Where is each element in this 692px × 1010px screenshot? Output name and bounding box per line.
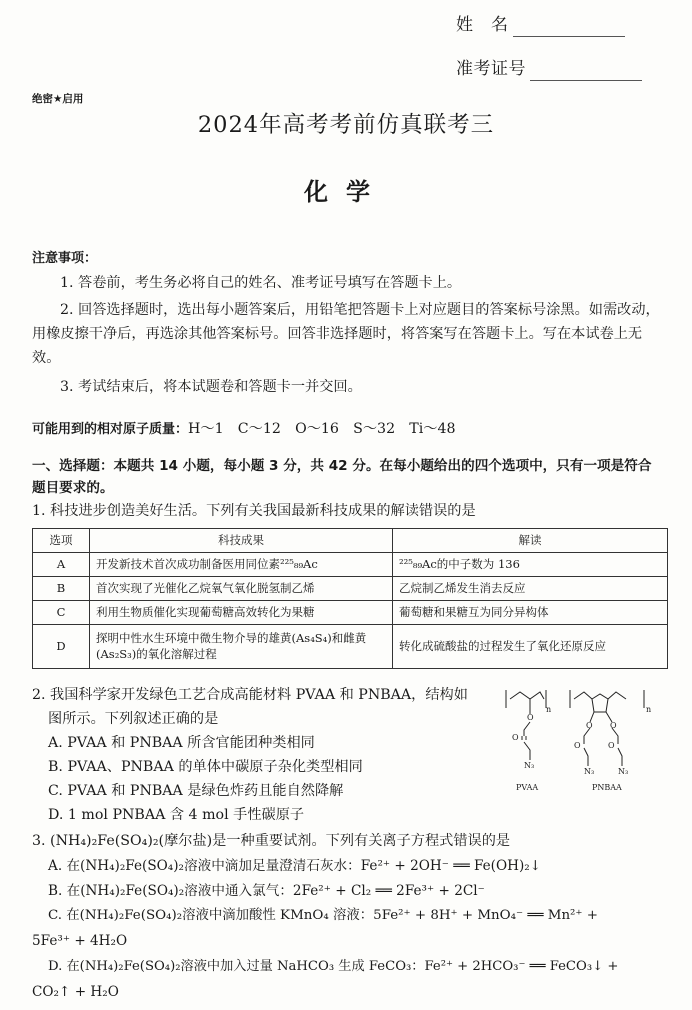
q3-option-c-line2: 5Fe³⁺ + 4H₂O (32, 933, 128, 949)
q2-stem-line1: 2. 我国科学家开发绿色工艺合成高能材料 PVAA 和 PNBAA，结构如 (32, 687, 468, 703)
polymer-structures (500, 686, 670, 796)
q2-option-a: A. PVAA 和 PNBAA 所含官能团种类相同 (48, 735, 315, 751)
pvaa-label: PVAA (516, 783, 539, 792)
row-option: C (33, 600, 90, 624)
pnbaa-label: PNBAA (592, 783, 622, 792)
table-row (33, 576, 668, 600)
pnbaa-oxygen-ester-2: O (610, 721, 617, 730)
q3-option-c-line1: C. 在(NH₄)₂Fe(SO₄)₂溶液中滴加酸性 KMnO₄ 溶液：5Fe²⁺ + 8H⁺ + MnO₄⁻ ══ Mn²⁺ + (48, 908, 598, 923)
exam-id-label: 准考证号 (456, 59, 526, 79)
exam-id-field (456, 58, 642, 81)
pvaa-azide: N₃ (524, 761, 535, 770)
pnbaa-oxygen-ester-1: O (586, 721, 593, 730)
atomic-mass-values: H～1 C～12 O～16 S～32 Ti～48 (188, 421, 456, 437)
note-item-2: 2. 回答选择题时，选出每小题答案后，用铅笔把答题卡上对应题目的答案标号涂黑。如需改动，用橡皮擦干净后，再选涂其他答案标号。回答非选择题时，将答案写在答题卡上。写在本试卷上无效。 (32, 302, 660, 366)
row-interpretation: 转化成硫酸盐的过程发生了氧化还原反应 (393, 624, 668, 668)
q2-option-b: B. PVAA、PNBAA 的单体中碳原子杂化类型相同 (48, 759, 363, 775)
row-interpretation: 葡萄糖和果糖互为同分异构体 (393, 600, 668, 624)
notes-heading: 注意事项： (32, 251, 98, 266)
row-achievement: 利用生物质催化实现葡萄糖高效转化为果糖 (90, 600, 393, 624)
pvaa-oxygen-ester: O (527, 713, 534, 722)
header-option: 选项 (33, 529, 90, 553)
table-header-row (33, 529, 668, 553)
q3-option-d-line2: CO₂↑ + H₂O (32, 984, 119, 1000)
q1-table (32, 528, 668, 669)
pnbaa-azide-2: N₃ (618, 767, 629, 776)
subject-title: 化学 (304, 178, 388, 206)
pnbaa-oxygen-carbonyl-1: O (574, 741, 581, 750)
row-option: D (33, 624, 90, 668)
atomic-mass-label: 可能用到的相对原子质量： (32, 422, 189, 437)
row-option: B (33, 576, 90, 600)
note-item-1: 1. 答卷前，考生务必将自己的姓名、准考证号填写在答题卡上。 (60, 275, 462, 291)
q2-stem-line2: 图所示。下列叙述正确的是 (48, 711, 219, 727)
q3-option-b: B. 在(NH₄)₂Fe(SO₄)₂溶液中通入氯气：2Fe²⁺ + Cl₂ ══ 2Fe³⁺ + 2Cl⁻ (48, 883, 485, 899)
q2-option-d: D. 1 mol PNBAA 含 4 mol 手性碳原子 (48, 807, 305, 823)
row-option: A (33, 552, 90, 576)
name-label: 姓 名 (456, 15, 509, 35)
row-achievement: 探明中性水生环境中微生物介导的雄黄(As₄S₄)和雌黄(As₂S₃)的氧化溶解过程 (90, 624, 393, 668)
table-row (33, 600, 668, 624)
pnbaa-oxygen-carbonyl-2: O (608, 741, 615, 750)
q3-option-a: A. 在(NH₄)₂Fe(SO₄)₂溶液中滴加足量澄清石灰水：Fe²⁺ + 2OH⁻ ══ Fe(OH)₂↓ (48, 858, 542, 874)
q3-option-d-line1: D. 在(NH₄)₂Fe(SO₄)₂溶液中加入过量 NaHCO₃ 生成 FeCO₃：Fe²⁺ + 2HCO₃⁻ ══ FeCO₃↓ + (48, 959, 619, 974)
exam-title: 2024年高考考前仿真联考三 (197, 112, 495, 138)
q3-stem: 3. (NH₄)₂Fe(SO₄)₂(摩尔盐)是一种重要试剂。下列有关离子方程式错误的是 (32, 833, 511, 849)
table-row (33, 552, 668, 576)
pvaa-oxygen-carbonyl: O (512, 733, 519, 742)
pnbaa-subscript-n: n (646, 705, 652, 714)
note-item-3: 3. 考试结束后，将本试题卷和答题卡一并交回。 (60, 379, 362, 395)
polymer-structure-figure (500, 686, 670, 796)
q1-stem: 1. 科技进步创造美好生活。下列有关我国最新科技成果的解读错误的是 (32, 503, 476, 519)
row-achievement: 开发新技术首次成功制备医用同位素²²⁵₈₉Ac (90, 552, 393, 576)
section-heading: 一、选择题：本题共 14 小题，每小题 3 分，共 42 分。在每小题给出的四个选项中，只有一项是符合题目要求的。 (32, 458, 652, 496)
q2-option-c: C. PVAA 和 PNBAA 是绿色炸药且能自然降解 (48, 783, 344, 799)
table-row (33, 624, 668, 668)
pnbaa-azide-1: N₃ (584, 767, 595, 776)
header-interpretation: 解读 (393, 529, 668, 553)
name-field (456, 14, 625, 37)
pvaa-subscript-n: n (546, 705, 552, 714)
secret-mark: 绝密★启用 (32, 93, 84, 105)
row-interpretation: ²²⁵₈₉Ac的中子数为 136 (393, 552, 668, 576)
atomic-mass-line (32, 420, 664, 439)
row-interpretation: 乙烷制乙烯发生消去反应 (393, 576, 668, 600)
exam-id-blank (530, 64, 642, 81)
row-achievement: 首次实现了光催化乙烷氧气氧化脱氢制乙烯 (90, 576, 393, 600)
header-achievement: 科技成果 (90, 529, 393, 553)
name-blank (513, 20, 625, 37)
